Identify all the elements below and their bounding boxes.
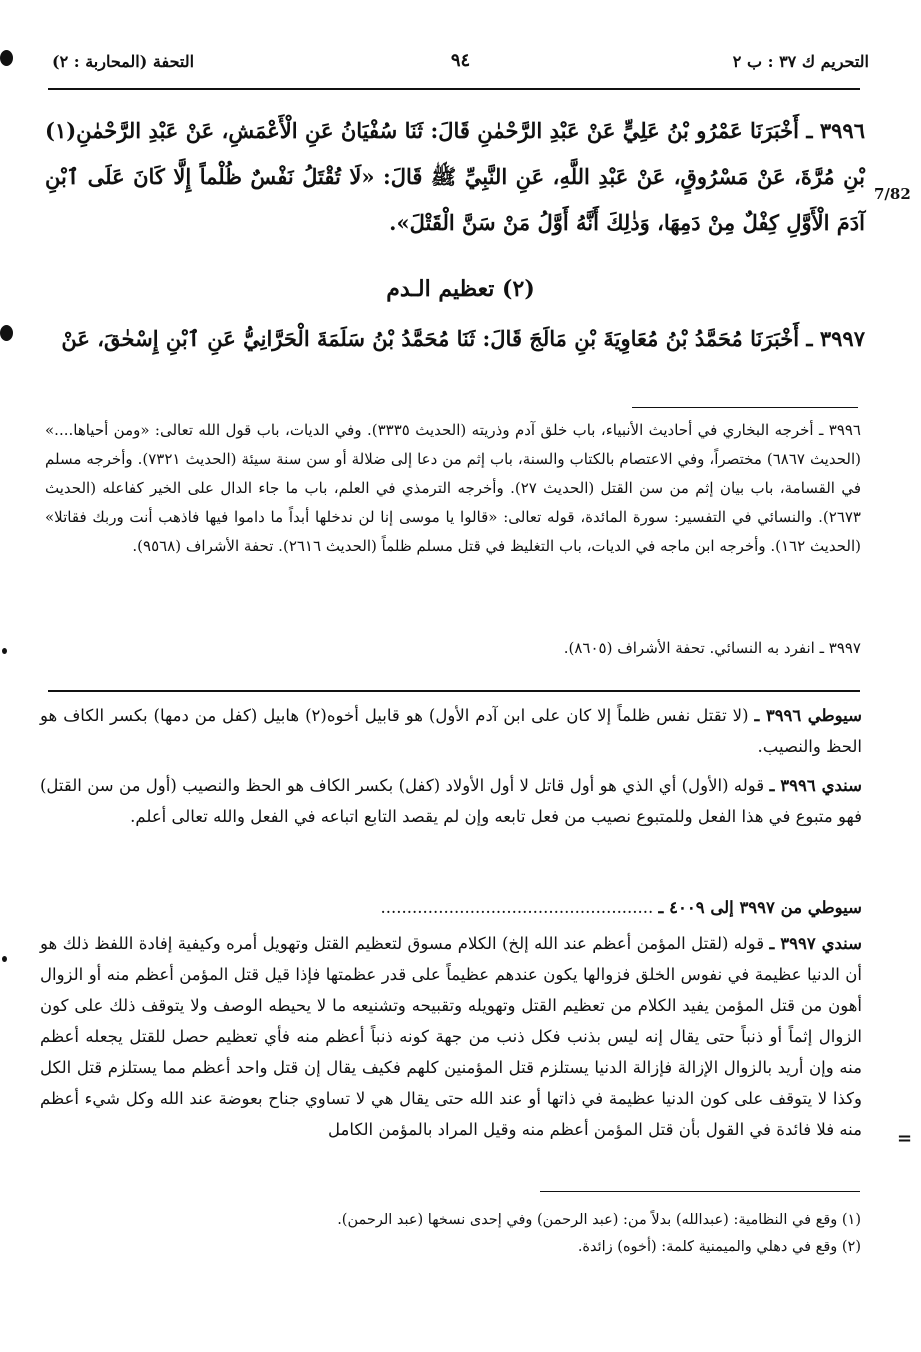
notes-rule [540, 1191, 860, 1192]
page-number: ٩٤ [450, 50, 471, 71]
sindi-3996 [40, 770, 862, 832]
footnote-3996: ٣٩٩٦ ـ أخرجه البخاري في أحاديث الأنبياء، باب خلق آدم وذريته (الحديث ٣٣٣٥). وفي الديات، باب قول الله تعالى: «ومن أحياها....» (الحديث ٦٨٦٧) مختصراً، وفي الاعتصام بالكتاب والسنة، باب إثم من دعا إلى ضلالة أو سن سنة سيئة (الحديث ٧٣٢١). وأخرجه مسلم في القسامة، باب بيان إثم من سن القتل (الحديث ٢٧). وأخرجه الترمذي في العلم، باب ما جاء الدال على الخير كفاعله (الحديث ٢٦٧٣). والنسائي في التفسير: سورة المائدة، قوله تعالى: «قالوا يا موسى إنا لن ندخلها أبداً ما داموا فيها فاذهب أنت وربك فقاتلا» (الحديث ١٦٢). وأخرجه ابن ماجه في الديات، باب التغليظ في قتل مسلم ظلماً (الحديث ٢٦١٦). تحفة الأشراف (٩٥٦٨). [45, 421, 861, 555]
header-rule [48, 88, 860, 90]
header-chapter-ref: التحريم ك ٣٧ : ب ٢ [732, 52, 869, 71]
sindi-3997-text: قوله (لقتل المؤمن أعظم عند الله إلخ) الكلام مسوق لتعظيم القتل وتهويل أمره وكيفية إفادة اللفظ ذلك هو أن الدنيا عظيمة في نفوس الخلق فزوالها يكون عندهم عظيماً على قدر عظمتها فإذا قيل قتل المؤمن أعظم منه أو الزوال أهون من قتل المؤمن يفيد الكلام من تعظيم القتل وتهويله وتقبيحه وتشنيعه ما لا يحيطه الوصف ولا يتوقف ذلك على كون الزوال إثماً أو ذنباً حتى يقال إنه ليس بذنب فكل ذنب من جهة كونه ذنباً أعظم منه فأي تعظيم حصل للقتل يجعله أعظم منه وإن أريد بالزوال الإزالة فإزالة الدنيا يستلزم قتل المؤمنين كلهم فكيف يقال إن قتل واحد أعظم مما يستلزم قتل الكل وكذا لا يتوقف على كون الدنيا عظيمة في ذاتها أو عند الله حتى يقال هي لا تساوي جناح بعوضة عند الله وكل شيء أعظم منه فلا فائدة في القول بأن قتل المؤمن أعظم منه وقيل المراد بالمؤمن الكامل [40, 934, 862, 1139]
sindi-3997-lead: سندي ٣٩٩٧ ـ [769, 934, 862, 953]
hadith-3996: ٣٩٩٦ ـ أَخْبَرَنَا عَمْرُو بْنُ عَلِيٍّ عَنْ عَبْدِ الرَّحْمٰنِ قَالَ: ثَنَا سُفْيَانُ عَنِ الْأَعْمَشِ، عَنْ عَبْدِ الرَّحْمٰنِ(١) بْنِ مُرَّةَ، عَنْ مَسْرُوقٍ، عَنْ عَبْدِ اللَّهِ، عَنِ النَّبِيِّ ﷺ قَالَ: «لَا تُقْتَلُ نَفْسٌ ظُلْماً إِلَّا كَانَ عَلَى ٱبْنِ آدَمَ الْأَوَّلِ كِفْلٌ مِنْ دَمِهَا، وَذٰلِكَ أَنَّهُ أَوَّلُ مَنْ سَنَّ الْقَتْلَ». [45, 118, 865, 235]
scan-mark [0, 325, 13, 341]
footnote-rule [632, 407, 858, 408]
commentary-rule [48, 690, 860, 692]
note-2: (٢) وقع في دهلي والميمنية كلمة: (أخوه) زائدة. [577, 1239, 861, 1255]
scan-mark [2, 648, 7, 654]
edge-mark: = [897, 1128, 913, 1149]
sindi-3996-lead: سندي ٣٩٩٦ ـ [769, 776, 862, 795]
scan-mark [0, 50, 13, 66]
suyuti-range-lead: سيوطي من ٣٩٩٧ إلى ٤٠٠٩ ـ [658, 898, 862, 917]
editor-notes [45, 1207, 861, 1261]
suyuti-range [40, 892, 862, 923]
scan-mark [2, 956, 7, 962]
suyuti-3996-lead: سيوطي ٣٩٩٦ ـ [754, 706, 862, 725]
footnote-3997: ٣٩٩٧ ـ انفرد به النسائي. تحفة الأشراف (٨٦٠٥). [563, 639, 861, 657]
suyuti-range-dots: .................................................... [380, 898, 654, 917]
hadith-3997: ٣٩٩٧ ـ أَخْبَرَنَا مُحَمَّدُ بْنُ مُعَاوِيَةَ بْنِ مَالَجَ قَالَ: ثَنَا مُحَمَّدُ بْنُ سَلَمَةَ الْحَرَّانِيُّ عَنِ ٱبْنِ إِسْحٰقَ، عَنْ [61, 326, 865, 351]
margin-note: 7/82 [874, 185, 911, 203]
sindi-3997 [40, 928, 862, 1145]
sindi-3996-text: قوله (الأول) أي الذي هو أول قاتل لا أول الأولاد (كفل) بكسر الكاف هو الحظ والنصيب (أول من سن القتل) فهو متبوع في هذا الفعل وللمتبوع نصيب من فعل تابعه وإن لم يقصد التابع اتباعه في الفعل والله تعالى أعلم. [40, 776, 862, 826]
note-1: (١) وقع في النظامية: (عبدالله) بدلاً من: (عبد الرحمن) وفي إحدى نسخها (عبد الرحمن). [337, 1212, 861, 1228]
section-heading: (٢) تعظيم الـدم [386, 276, 535, 302]
suyuti-3996-text: (لا تقتل نفس ظلماً إلا كان على ابن آدم الأول) هو قابيل أخوه(٢) هابيل (كفل من دمها) بكسر الكاف هو الحظ والنصيب. [40, 706, 862, 756]
header-tuhfa-ref: التحفة (المحاربة : ٢) [52, 52, 195, 71]
suyuti-3996 [40, 700, 862, 762]
